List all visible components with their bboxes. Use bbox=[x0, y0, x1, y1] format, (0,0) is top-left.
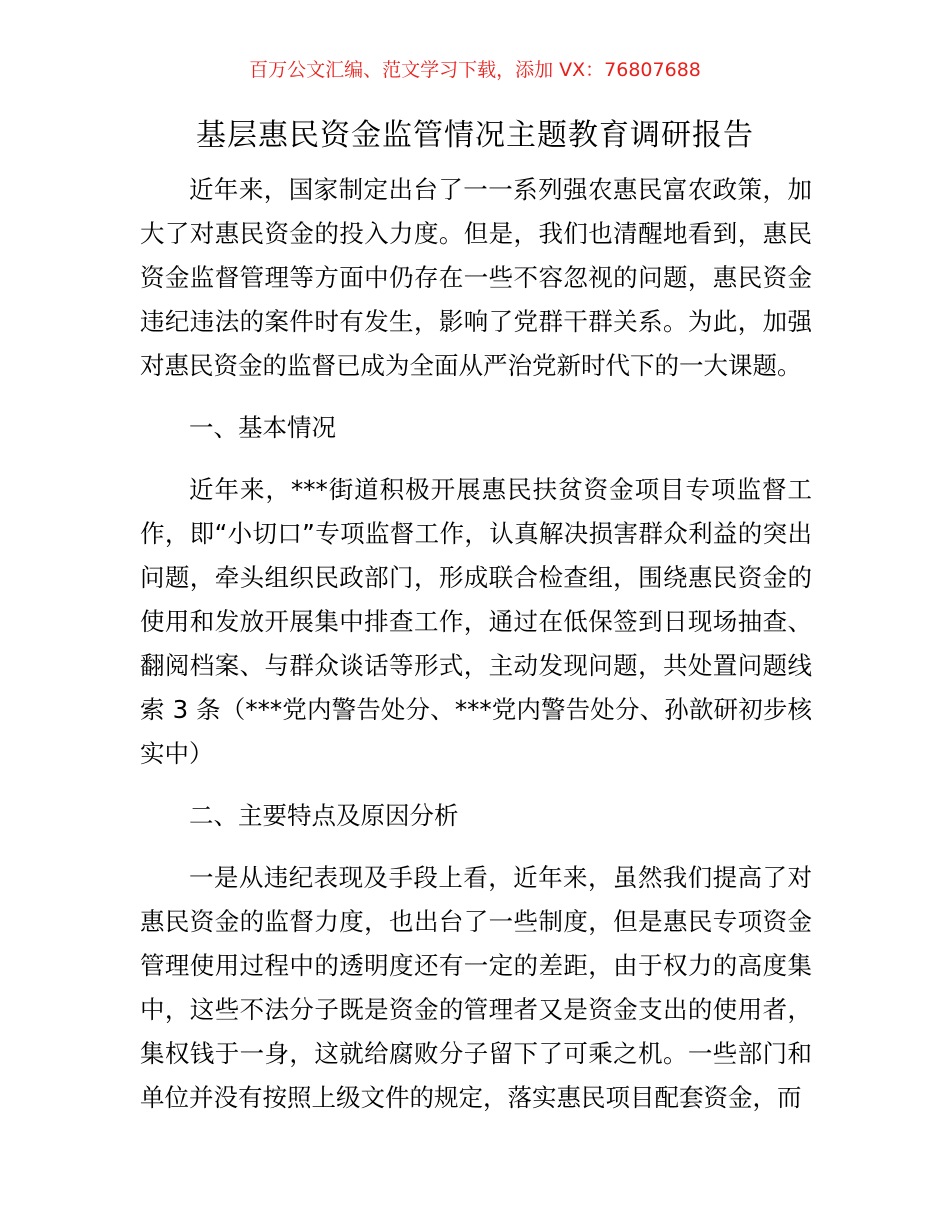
document-body bbox=[140, 168, 812, 1120]
intro-paragraph: 近年来，国家制定出台了一一系列强农惠民富农政策，加大了对惠民资金的投入力度。但是，我们也清醒地看到，惠民资金监督管理等方面中仍存在一些不容忽视的问题，惠民资金违纪违法的案件时有发生，影响了党群干群关系。为此，加强对惠民资金的监督已成为全面从严治党新时代下的一大课题。 bbox=[140, 175, 812, 380]
section-heading-basic: 一、基本情况 bbox=[189, 413, 336, 442]
section-paragraph-basic: 近年来，***街道积极开展惠民扶贫资金项目专项监督工作，即“小切口”专项监督工作，认真解决损害群众利益的突出问题，牵头组织民政部门，形成联合检查组，围绕惠民资金的使用和发放开展集中排查工作，通过在低保签到日现场抽查、翻阅档案、与群众谈话等形式，主动发现问题，共处置问题线索 3 条（***党内警告处分、***党内警告处分、孙歆研初步核实中） bbox=[140, 475, 812, 768]
section-heading-analysis: 二、主要特点及原因分析 bbox=[189, 801, 459, 830]
document-title: 基层惠民资金监管情况主题教育调研报告 bbox=[196, 118, 754, 153]
watermark-text: 百万公文汇编、范文学习下载，添加 VX：76807688 bbox=[249, 59, 701, 81]
section-paragraph-analysis: 一是从违纪表现及手段上看，近年来，虽然我们提高了对惠民资金的监督力度，也出台了一些制度，但是惠民专项资金管理使用过程中的透明度还有一定的差距，由于权力的高度集中，这些不法分子既是资金的管理者又是资金支出的使用者，集权钱于一身，这就给腐败分子留下了可乘之机。一些部门和单位并没有按照上级文件的规定，落实惠民项目配套资金，而 bbox=[140, 863, 812, 1112]
